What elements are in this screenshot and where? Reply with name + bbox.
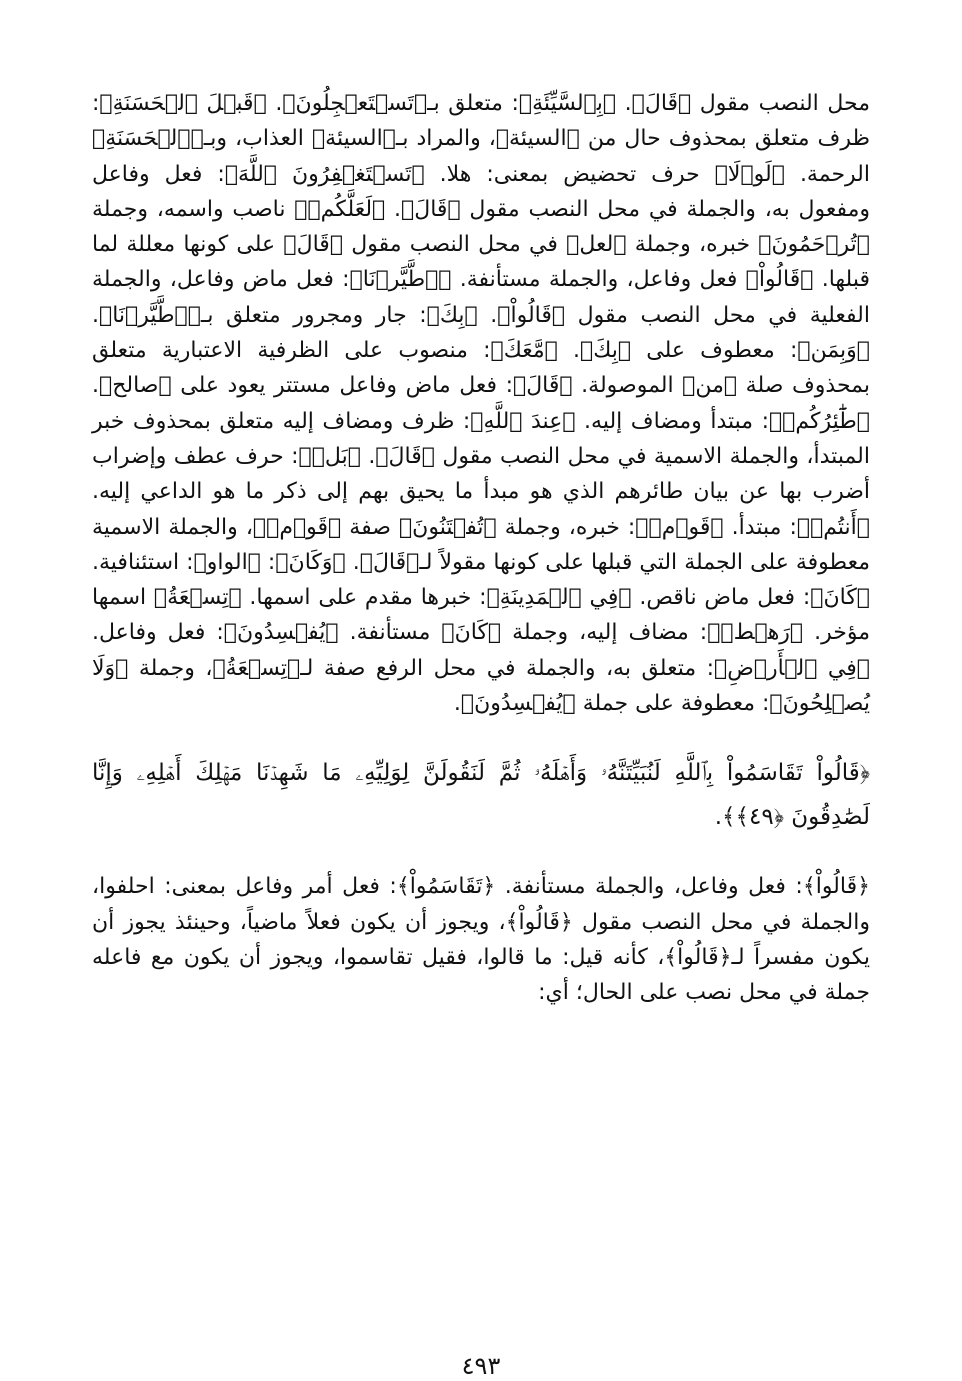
commentary-paragraph-2: ﴿قَالُواْ﴾: فعل وفاعل، والجملة مستأنفة. ﴿تَقَاسَمُواْ﴾: فعل أمر وفاعل بمعنى: احلفوا، والجملة في محل النصب مقول ﴿قَالُواْ﴾، ويجوز أن يكون فعلاً ماضياً، وحينئذ يجوز أن يكون مفسراً لـ﴿قَالُواْ﴾، كأنه قيل: ما قالوا، فقيل تقاسموا، ويجوز أن يكون مع فاعله جملة في محل نصب على الحال؛ أي: (92, 874, 870, 1006)
quran-verse: ﴿قَالُواْ تَقَاسَمُواْ بِٱللَّهِ لَنُبَيِّتَنَّهُۥ وَأَهۡلَهُۥ ثُمَّ لَنَقُولَنَّ لِوَلِيِّهِۦ مَا شَهِدۡنَا مَهۡلِكَ أَهۡلِهِۦ وَإِنَّا لَصَٰدِقُونَ ﴿٤٩﴾﴾. (92, 760, 870, 831)
commentary-paragraph-1: محل النصب مقول ﴿قَالَ﴾. ﴿بِٱلسَّيِّئَةِ﴾: متعلق بـ﴿تَسۡتَعۡجِلُونَ﴾. ﴿قَبۡلَ ٱلۡحَسَنَةِ﴾: ظرف متعلق بمحذوف حال من ﴿السيئة﴾، والمراد بـ﴿السيئة﴾ العذاب، وبـ﴿ٱلۡحَسَنَةِ﴾ الرحمة. ﴿لَوۡلَا﴾ حرف تحضيض بمعنى: هلا. ﴿تَسۡتَغۡفِرُونَ ٱللَّهَ﴾: فعل وفاعل ومفعول به، والجملة في محل النصب مقول ﴿قَالَ﴾. ﴿لَعَلَّكُمۡ﴾ ناصب واسمه، وجملة ﴿تُرۡحَمُونَ﴾ خبره، وجملة ﴿لعل﴾ في محل النصب مقول ﴿قَالَ﴾ على كونها معللة لما قبلها. ﴿قَالُواْ﴾ فعل وفاعل، والجملة مستأنفة. ﴿ٱطَّيَّرۡنَا﴾: فعل ماض وفاعل، والجملة الفعلية في محل النصب مقول ﴿قَالُواْ﴾. ﴿بِكَ﴾: جار ومجرور متعلق بـ﴿ٱطَّيَّرۡنَا﴾. ﴿وَبِمَن﴾: معطوف على ﴿بِكَ﴾. ﴿مَّعَكَ﴾: منصوب على الظرفية الاعتبارية متعلق بمحذوف صلة ﴿من﴾ الموصولة. ﴿قَالَ﴾: فعل ماض وفاعل مستتر يعود على ﴿صالح﴾. ﴿طَٰٓئِرُكُمۡ﴾: مبتدأ ومضاف إليه. ﴿عِندَ ٱللَّهِ﴾: ظرف ومضاف إليه متعلق بمحذوف خبر المبتدأ، والجملة الاسمية في محل النصب مقول ﴿قَالَ﴾. ﴿بَلۡ﴾: حرف عطف وإضراب أضرب بها عن بيان طائرهم الذي هو مبدأ ما يحيق بهم إلى ذكر ما هو الداعي إليه. ﴿أَنتُمۡ﴾: مبتدأ. ﴿قَوۡمٞ﴾: خبره، وجملة ﴿تُفۡتَنُونَ﴾ صفة ﴿قَوۡمٞ﴾، والجملة الاسمية معطوفة على الجملة التي قبلها على كونها مقولاً لـ﴿قَالَ﴾. ﴿وَكَانَ﴾: ﴿الواو﴾: استئنافية. ﴿كَانَ﴾: فعل ماض ناقص. ﴿فِي ٱلۡمَدِينَةِ﴾: خبرها مقدم على اسمها. ﴿تِسۡعَةُ﴾ اسمها مؤخر. ﴿رَهۡطٖ﴾: مضاف إليه، وجملة ﴿كَانَ﴾ مستأنفة. ﴿يُفۡسِدُونَ﴾: فعل وفاعل. ﴿فِي ٱلۡأَرۡضِ﴾: متعلق به، والجملة في محل الرفع صفة لـ﴿تِسۡعَةُ﴾، وجملة ﴿وَلَا يُصۡلِحُونَ﴾: معطوفة على جملة ﴿يُفۡسِدُونَ﴾. (92, 91, 870, 717)
page-number: ٤٩٣ (461, 1352, 501, 1380)
document-page (92, 86, 870, 1380)
